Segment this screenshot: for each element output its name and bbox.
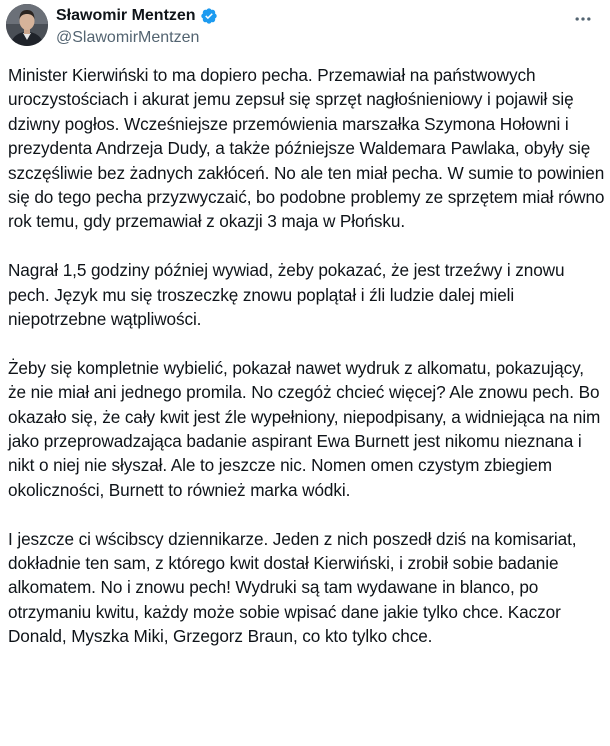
avatar-image: [6, 4, 48, 46]
more-options-button[interactable]: [570, 6, 596, 32]
verified-badge-icon: [200, 7, 218, 25]
more-horizontal-icon: [573, 9, 593, 29]
display-name[interactable]: Sławomir Mentzen: [56, 7, 196, 24]
tweet-text: [8, 63, 606, 649]
name-row: [56, 6, 218, 26]
handle[interactable]: @SlawomirMentzen: [56, 29, 200, 46]
tweet-paragraph: Żeby się kompletnie wybielić, pokazał nawet wydruk z alkomatu, pokazujący, że nie miał ani jednego promila. No czegóż chcieć więcej? Ale znowu pech. Bo okazało się, że cały kwit jest źle wypełniony, niepodpisany, a widniejąca na nim jako przeprowadzająca badanie aspirant Ewa Burnett jest nikomu nieznana i nikt o niej nie słyszał. Ale to jeszcze nic. Nomen omen czystym zbiegiem okoliczności, Burnett to również marka wódki.: [8, 357, 601, 500]
author-names: [56, 6, 218, 48]
tweet-paragraph: Minister Kierwiński to ma dopiero pecha. Przemawiał na państwowych uroczystościach i akurat jemu zepsuł się sprzęt nagłośnieniowy i pojawił się dziwny pogłos. Wcześniejsze przemówienia marszałka Szymona Hołowni i prezydenta Andrzeja Dudy, a także późniejsze Waldemara Pawlaka, obyły się szczęśliwie bez żadnych zakłóceń. No ale ten miał pecha. W sumie to powinien się do tego pecha przyzwyczaić, bo podobne problemy ze sprzętem miał równo rok temu, gdy przemawiał z okazji 3 maja w Płońsku.: [8, 65, 605, 232]
tweet-header: [6, 4, 602, 50]
avatar[interactable]: [6, 4, 48, 46]
tweet-paragraph: Nagrał 1,5 godziny później wywiad, żeby pokazać, że jest trzeźwy i znowu pech. Język mu się troszeczkę znowu poplątał i źli ludzie dalej mieli niepotrzebne wątpliwości.: [8, 260, 565, 330]
tweet-paragraph: I jeszcze ci wścibscy dziennikarze. Jeden z nich poszedł dziś na komisariat, dokładnie ten sam, z którego kwit dostał Kierwiński, i zrobił sobie badanie alkomatem. No i znowu pech! Wydruki są tam wydawane in blanco, po otrzymaniu kwitu, każdy może sobie wpisać dane jakie tylko chce. Kaczor Donald, Myszka Miki, Grzegorz Braun, co kto tylko chce.: [8, 528, 577, 647]
